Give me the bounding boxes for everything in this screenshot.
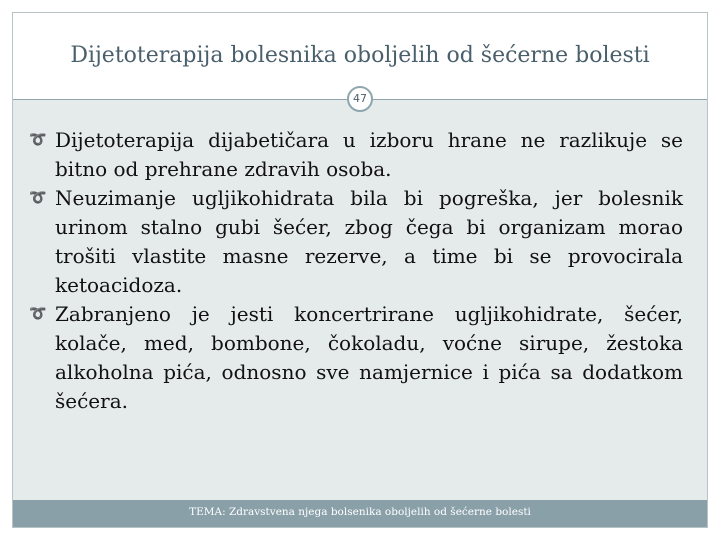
bullet-text: Neuzimanje ugljikohidrata bila bi pogreška, jer bolesnik urinom stalno gubi šećer, zbog čega bi organizam morao trošiti vlastite masne rezerve, a time bi se provocirala ketoacidoza. [55,186,683,297]
bullet-item [29,126,683,184]
bullet-item [29,300,683,416]
curl-bullet-icon: ➰ [29,132,47,148]
page-number-badge: 47 [347,86,373,112]
slide [12,12,708,528]
curl-bullet-icon: ➰ [29,306,47,322]
bullet-text: Dijetoterapija dijabetičara u izboru hrane ne razlikuje se bitno od prehrane zdravih osoba. [55,128,683,181]
bullet-text: Zabranjeno je jesti koncertrirane ugljikohidrate, šećer, kolače, med, bombone, čokoladu, voćne sirupe, žestoka alkoholna pića, odnosno sve namjernice i pića sa dodatkom šećera. [55,302,683,413]
footer-bar [13,500,707,527]
bullet-list [29,126,683,416]
slide-title: Dijetoterapija bolesnika oboljelih od šećerne bolesti [70,43,650,68]
bullet-item [29,184,683,300]
footer-text: TEMA: Zdravstvena njega bolsenika oboljelih od šećerne bolesti [189,506,531,518]
curl-bullet-icon: ➰ [29,190,47,206]
content-area [13,100,707,500]
